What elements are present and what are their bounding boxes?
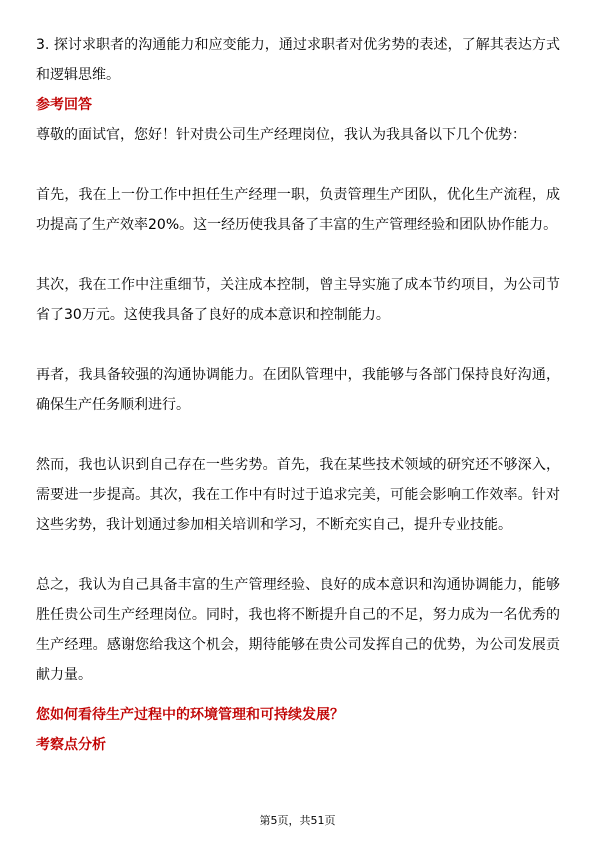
spacer [36, 540, 560, 570]
spacer [36, 150, 560, 180]
paragraph-fourth: 然而，我也认识到自己存在一些劣势。首先，我在某些技术领域的研究还不够深入，需要进一步提高。其次，我在工作中有时过于追求完美，可能会影响工作效率。针对这些劣势，我计划通过参加相关培训和学习，不断充实自己，提升专业技能。 [36, 457, 560, 533]
spacer [36, 420, 560, 450]
greeting: 尊敬的面试官，您好！针对贵公司生产经理岗位，我认为我具备以下几个优势： [36, 127, 526, 143]
paragraph-third: 再者，我具备较强的沟通协调能力。在团队管理中，我能够与各部门保持良好沟通，确保生产任务顺利进行。 [36, 367, 560, 413]
next-question: 您如何看待生产过程中的环境管理和可持续发展？ [36, 707, 344, 723]
paragraph-first: 首先，我在上一份工作中担任生产经理一职，负责管理生产团队，优化生产流程，成功提高了生产效率20%。这一经历使我具备了丰富的生产管理经验和团队协作能力。 [36, 187, 560, 233]
analysis-heading: 考察点分析 [36, 737, 106, 753]
spacer [36, 690, 560, 700]
answer-heading: 参考回答 [36, 97, 92, 113]
page-footer: 第5页，共51页 [259, 814, 336, 827]
paragraph-fifth: 总之，我认为自己具备丰富的生产管理经验、良好的成本意识和沟通协调能力，能够胜任贵公司生产经理岗位。同时，我也将不断提升自己的不足，努力成为一名优秀的生产经理。感谢您给我这个机会，期待能够在贵公司发挥自己的优势，为公司发展贡献力量。 [36, 577, 560, 683]
intro-point: 3. 探讨求职者的沟通能力和应变能力，通过求职者对优劣势的表述，了解其表达方式和逻辑思维。 [36, 37, 560, 83]
paragraph-second: 其次，我在工作中注重细节，关注成本控制，曾主导实施了成本节约项目，为公司节省了30万元。这使我具备了良好的成本意识和控制能力。 [36, 277, 560, 323]
spacer [36, 240, 560, 270]
spacer [36, 330, 560, 360]
page-content [36, 30, 560, 760]
